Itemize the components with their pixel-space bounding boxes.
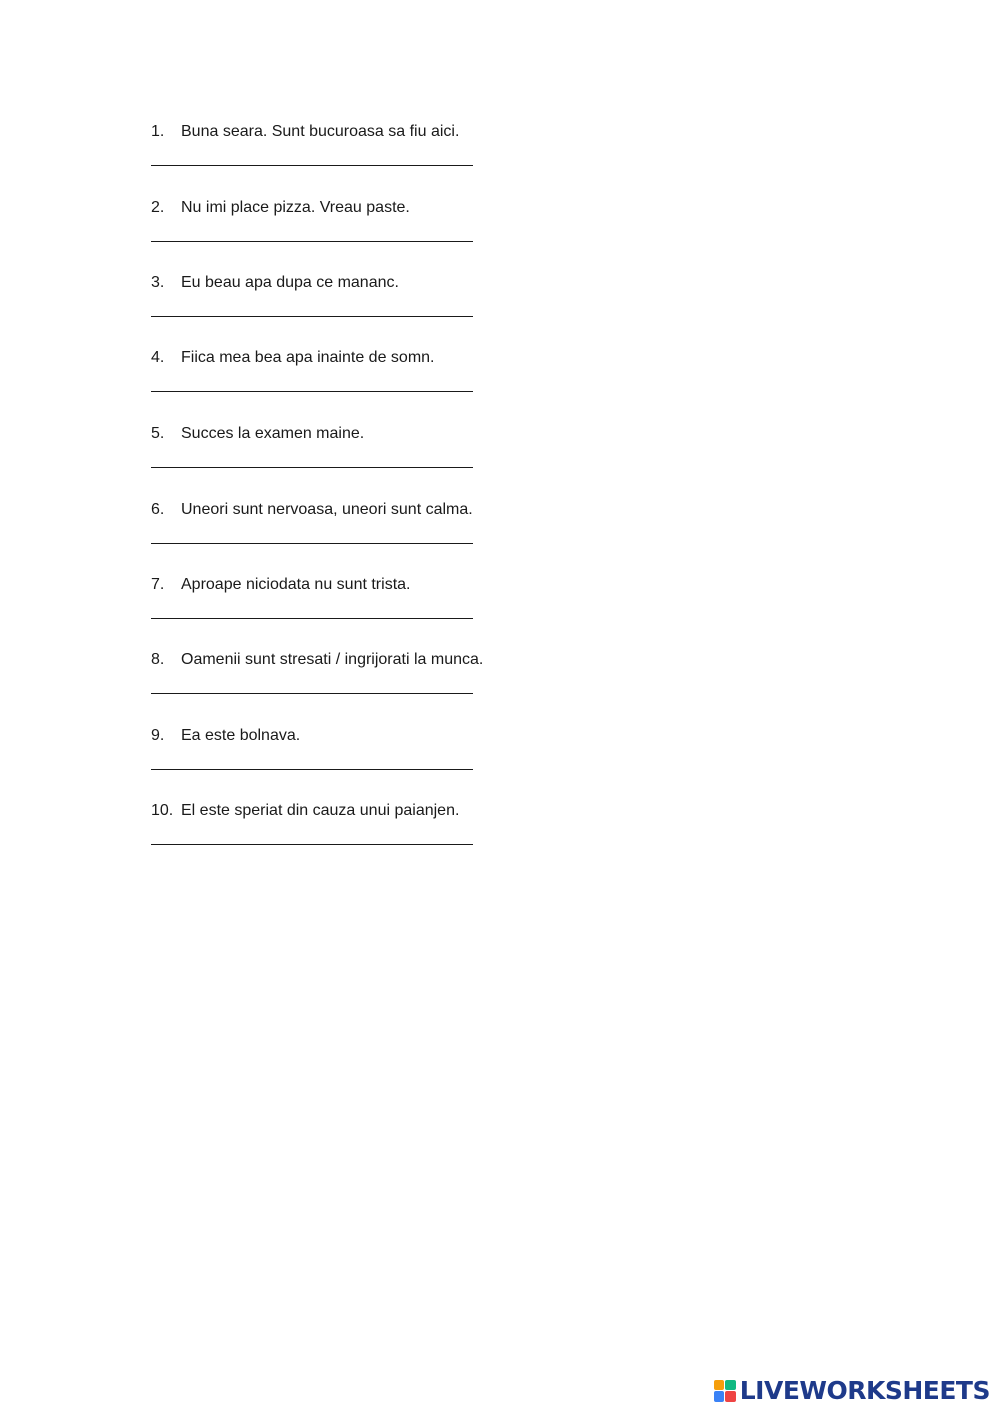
liveworksheets-logo[interactable] [714, 1378, 990, 1403]
question-text: Uneori sunt nervoasa, uneori sunt calma. [181, 501, 473, 518]
question-text: El este speriat din cauza unui paianjen. [181, 802, 460, 819]
logo-square-4 [725, 1391, 736, 1402]
question-text: Eu beau apa dupa ce mananc. [181, 274, 399, 291]
answer-input[interactable] [151, 297, 473, 317]
question-text: Fiica mea bea apa inainte de somn. [181, 349, 435, 366]
question-number: 6. [151, 501, 165, 518]
question-item [151, 273, 751, 333]
question-text: Ea este bolnava. [181, 727, 301, 744]
logo-square-3 [714, 1391, 725, 1402]
question-number: 2. [151, 199, 165, 216]
question-text: Aproape niciodata nu sunt trista. [181, 576, 411, 593]
liveworksheets-logo-icon [714, 1380, 736, 1402]
question-number: 5. [151, 425, 165, 442]
answer-underline [151, 165, 473, 166]
answer-underline [151, 844, 473, 845]
question-item [151, 500, 751, 560]
answer-underline [151, 618, 473, 619]
answer-input[interactable] [151, 825, 473, 845]
question-item [151, 122, 751, 182]
answer-underline [151, 467, 473, 468]
question-number: 10. [151, 802, 174, 819]
answer-input[interactable] [151, 372, 473, 392]
answer-underline [151, 543, 473, 544]
answer-input[interactable] [151, 674, 473, 694]
question-number: 8. [151, 651, 165, 668]
question-text: Nu imi place pizza. Vreau paste. [181, 199, 410, 216]
answer-underline [151, 769, 473, 770]
answer-input[interactable] [151, 524, 473, 544]
answer-input[interactable] [151, 599, 473, 619]
answer-input[interactable] [151, 222, 473, 242]
question-item [151, 348, 751, 408]
answer-input[interactable] [151, 750, 473, 770]
question-number: 1. [151, 123, 165, 140]
question-item [151, 801, 751, 861]
question-item [151, 650, 751, 710]
question-number: 3. [151, 274, 165, 291]
answer-underline [151, 693, 473, 694]
question-item [151, 424, 751, 484]
question-item [151, 575, 751, 635]
answer-underline [151, 391, 473, 392]
answer-underline [151, 316, 473, 317]
question-item [151, 726, 751, 786]
answer-input[interactable] [151, 146, 473, 166]
question-item [151, 198, 751, 258]
question-text: Succes la examen maine. [181, 425, 365, 442]
logo-text: LIVEWORKSHEETS [739, 1376, 990, 1405]
logo-square-2 [725, 1380, 736, 1391]
question-number: 7. [151, 576, 165, 593]
answer-input[interactable] [151, 448, 473, 468]
question-number: 9. [151, 727, 165, 744]
answer-underline [151, 241, 473, 242]
question-number: 4. [151, 349, 165, 366]
question-text: Oamenii sunt stresati / ingrijorati la munca. [181, 651, 484, 668]
question-text: Buna seara. Sunt bucuroasa sa fiu aici. [181, 123, 460, 140]
logo-square-1 [714, 1380, 725, 1391]
